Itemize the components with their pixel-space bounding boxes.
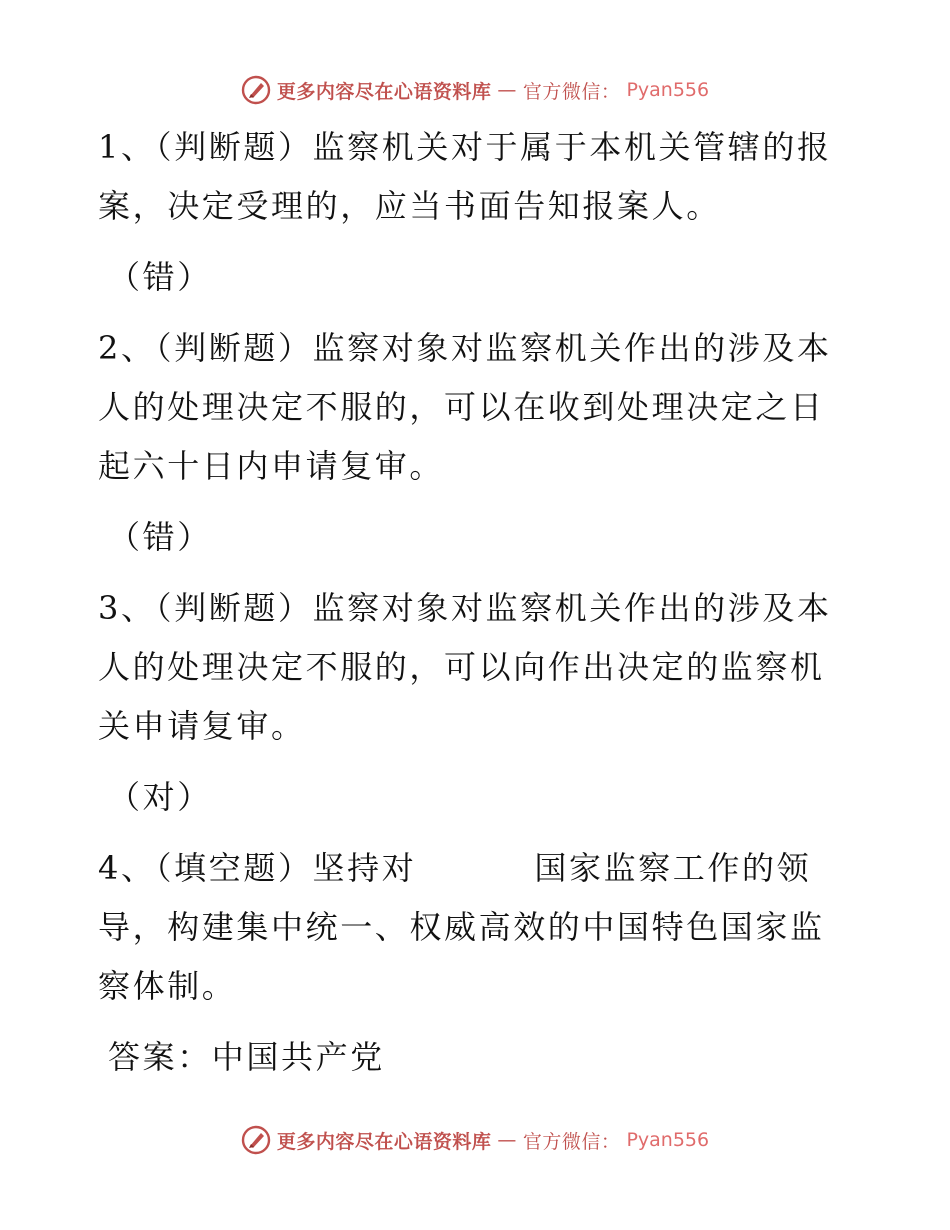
question-4-text-before-blank: 4、（填空题）坚持对	[98, 849, 417, 887]
question-1-text: 1、（判断题）监察机关对于属于本机关管辖的报案，决定受理的，应当书面告知报案人。	[98, 128, 832, 225]
question-4-answer: 答案：中国共产党	[108, 1038, 385, 1076]
question-4-text-after-blank: 国家监察工作的领导，构建集中统一、权威高效的中国特色国家监察体制。	[98, 849, 825, 1005]
document-body	[98, 118, 850, 1099]
pen-nib-logo-icon	[241, 75, 271, 105]
banner-wechat-id: Pyan556	[626, 1129, 710, 1151]
question-4-text	[98, 839, 850, 1016]
banner-wechat-label: 官方微信：	[522, 1130, 621, 1153]
banner-separator: —	[497, 79, 517, 101]
header-watermark-banner	[0, 70, 950, 110]
banner-separator: —	[497, 1129, 517, 1151]
footer-watermark-banner	[0, 1120, 950, 1160]
question-3-answer: （对）	[108, 778, 212, 816]
question-2-answer: （错）	[108, 518, 212, 556]
question-1-answer: （错）	[108, 258, 212, 296]
banner-site-text: 更多内容尽在心语资料库	[276, 80, 492, 103]
question-3-text: 3、（判断题）监察对象对监察机关作出的涉及本人的处理决定不服的，可以向作出决定的监察机关申请复审。	[98, 589, 832, 745]
question-2-text: 2、（判断题）监察对象对监察机关作出的涉及本人的处理决定不服的，可以在收到处理决定之日起六十日内申请复审。	[98, 329, 832, 485]
banner-site-text: 更多内容尽在心语资料库	[276, 1130, 492, 1153]
pen-nib-logo-icon	[241, 1125, 271, 1155]
banner-wechat-id: Pyan556	[626, 79, 710, 101]
banner-wechat-label: 官方微信：	[522, 80, 621, 103]
